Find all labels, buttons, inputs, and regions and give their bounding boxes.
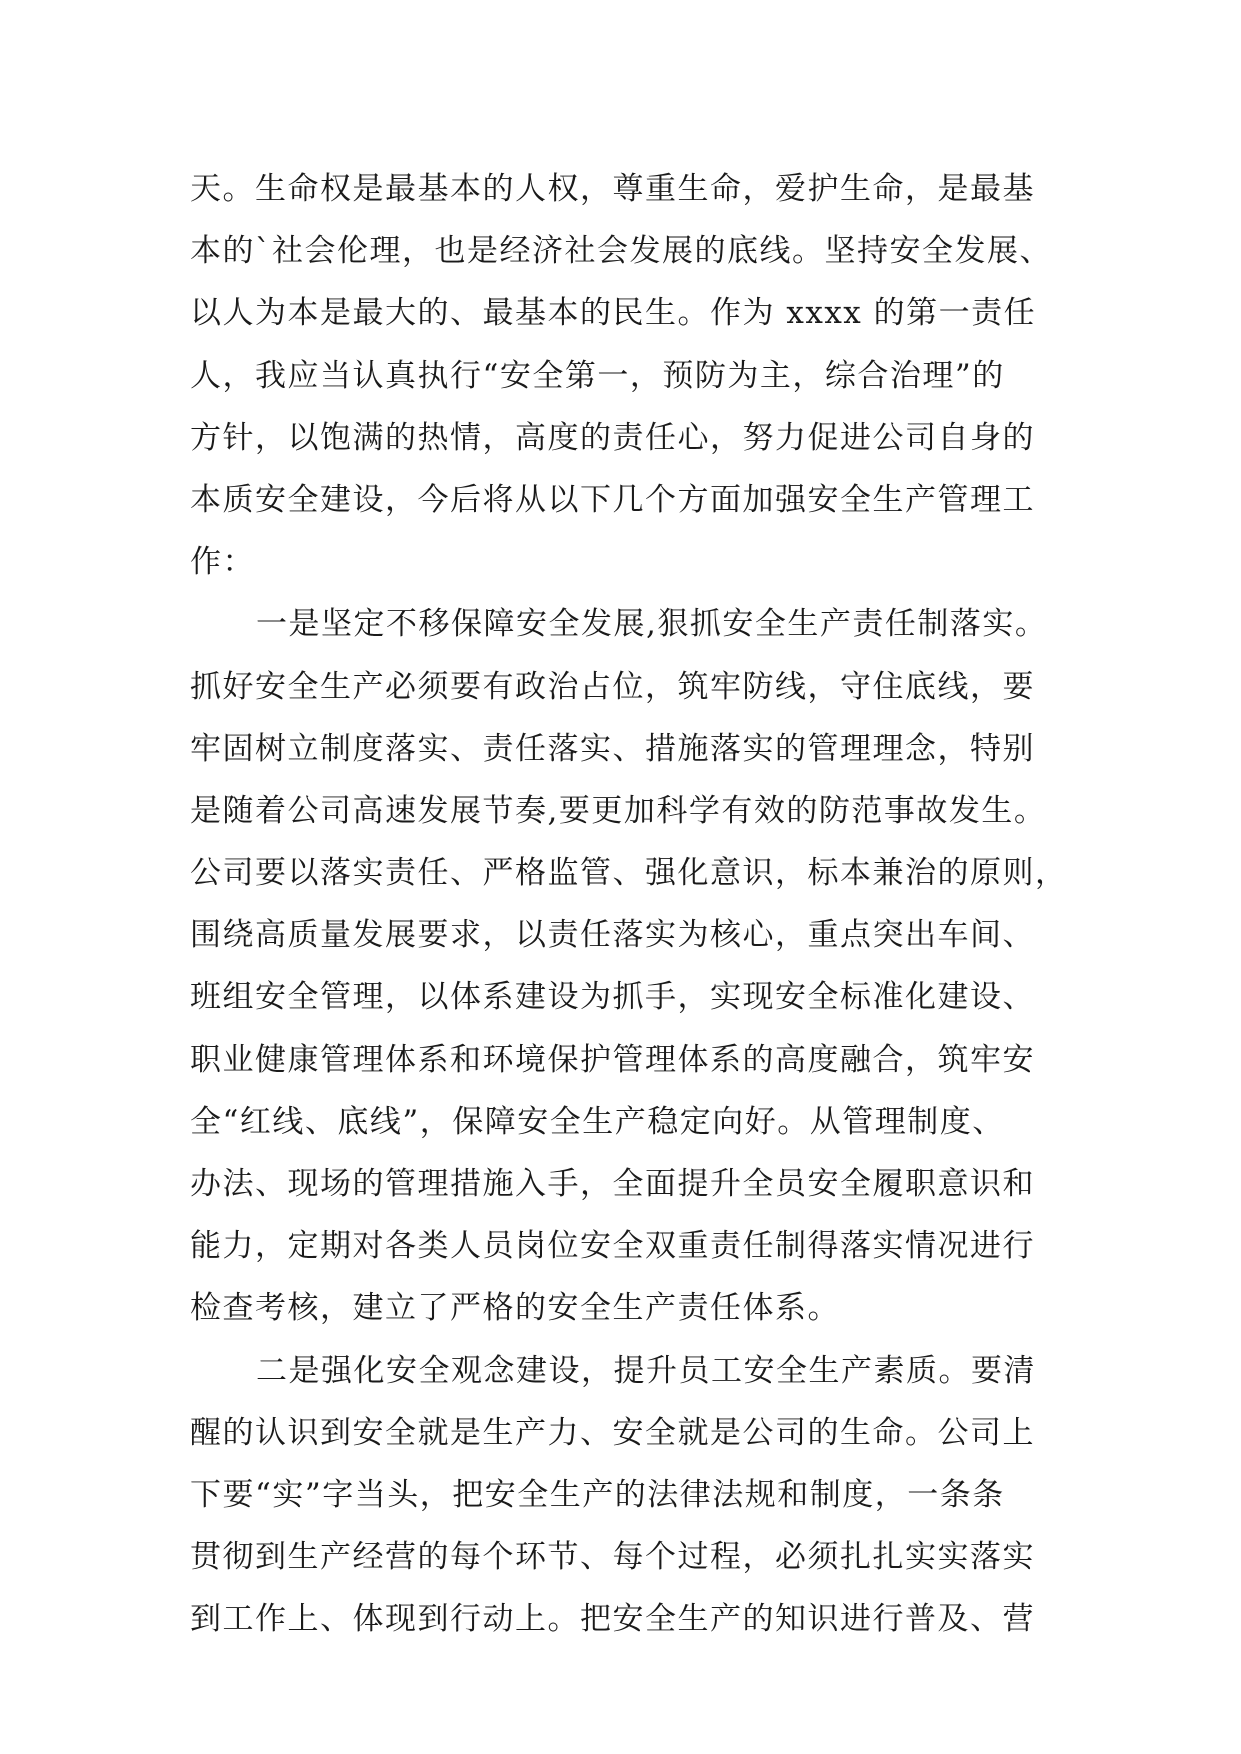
text-line: 围绕高质量发展要求，以责任落实为核心，重点突出车间、 — [190, 917, 1035, 954]
text-line: 是随着公司高速发展节奏,要更加科学有效的防范事故发生。 — [190, 792, 1047, 829]
paragraph-start-line: 二是强化安全观念建设，提升员工安全生产素质。要清 — [256, 1352, 1036, 1389]
text-line: 抓好安全生产必须要有政治占位，筑牢防线，守住底线，要 — [190, 668, 1035, 705]
text-line: 下要“实”字当头，把安全生产的法律法规和制度，一条条 — [190, 1476, 1005, 1513]
text-line: 醒的认识到安全就是生产力、安全就是公司的生命。公司上 — [190, 1414, 1035, 1451]
text-line: 办法、现场的管理措施入手，全面提升全员安全履职意识和 — [190, 1166, 1035, 1202]
text-line: 能力，定期对各类人员岗位安全双重责任制得落实情况进行 — [190, 1228, 1035, 1265]
text-line: 天。生命权是最基本的人权，尊重生命，爱护生命，是最基 — [190, 171, 1035, 207]
paragraph-start-line: 一是坚定不移保障安全发展,狠抓安全生产责任制落实。 — [256, 606, 1048, 643]
text-line: 牢固树立制度落实、责任落实、措施落实的管理理念，特别 — [190, 730, 1035, 767]
text-line: 本的`社会伦理，也是经济社会发展的底线。坚持安全发展、 — [190, 233, 1052, 270]
text-line: 检查考核，建立了严格的安全生产责任体系。 — [190, 1290, 840, 1327]
text-line: 人，我应当认真执行“安全第一，预防为主，综合治理”的 — [190, 357, 1005, 394]
text-line: 到工作上、体现到行动上。把安全生产的知识进行普及、营 — [190, 1601, 1035, 1638]
text-line: 班组安全管理，以体系建设为抓手，实现安全标准化建设、 — [190, 979, 1035, 1016]
text-line: 本质安全建设，今后将从以下几个方面加强安全生产管理工 — [190, 481, 1035, 518]
text-line: 公司要以落实责任、严格监管、强化意识，标本兼治的原则， — [190, 855, 1068, 892]
text-line: 方针，以饱满的热情，高度的责任心，努力促进公司自身的 — [190, 419, 1035, 456]
text-line: 作： — [190, 544, 255, 581]
text-line: 全“红线、底线”，保障安全生产稳定向好。从管理制度、 — [190, 1103, 1005, 1140]
document-body — [190, 158, 1090, 1651]
text-line: 职业健康管理体系和环境保护管理体系的高度融合，筑牢安 — [190, 1041, 1035, 1078]
text-line: 以人为本是最大的、最基本的民生。作为 xxxx 的第一责任 — [190, 295, 1037, 332]
text-line: 贯彻到生产经营的每个环节、每个过程，必须扎扎实实落实 — [190, 1539, 1035, 1576]
